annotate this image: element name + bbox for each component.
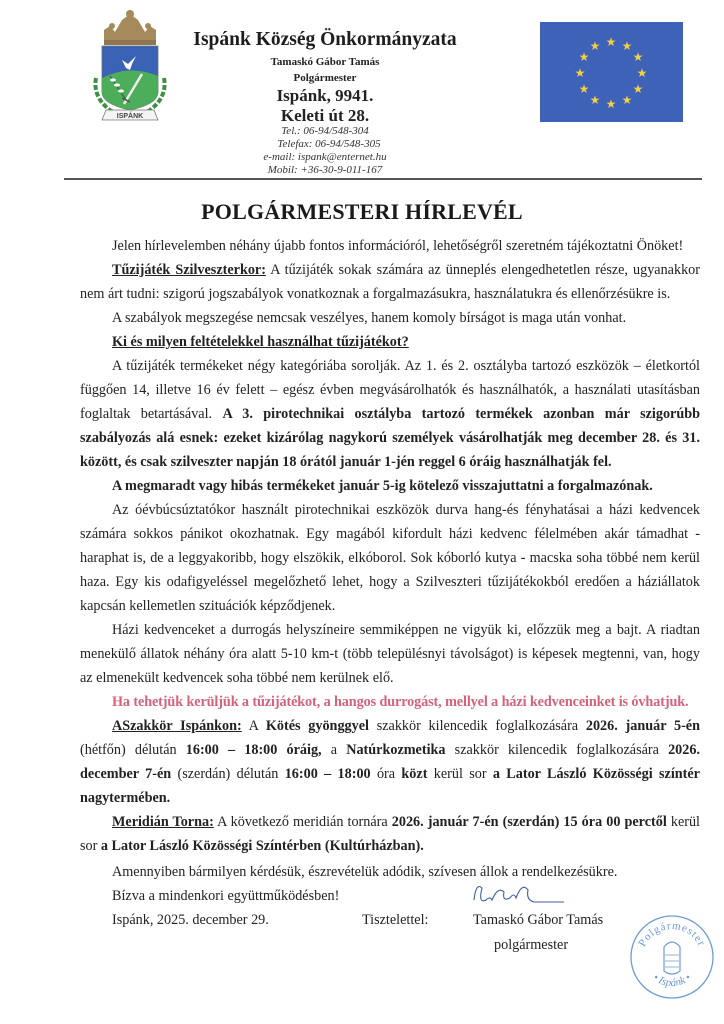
svg-text:★: ★ [574,66,586,80]
intro-paragraph: Jelen hírlevelemben néhány újabb fontos információról, lehetőségről szeretném tájékoztatni Önöket! [112,238,684,254]
workshop-paragraph [80,714,700,810]
street-address: Keleti út 28. [280,106,370,125]
mobile: Mobil: +36-30-9-011-167 [267,164,383,176]
fireworks-text: A tűzijáték sokak számára az ünneplés elengedhetetlen része, ugyanakkor nem árt tudni: szigorú jogszabályok vonatkoznak a forgalmazásukra, használatukra és ellenőrzésükre is. [80,262,700,302]
meridian-bold: a Lator László Közösségi Színtérben (Kultúrházban). [100,838,424,854]
workshop-bold: a Lator László Közösségi színtér nagytermében. [80,766,700,806]
categories-text: A tűzijáték termékeket négy kategóriába sorolják. Az 1. és 2. osztályba tartozó eszközök – életkortól függően 14, illetve 16 év felett – egész évben megvásárolhatók és használhatók, a használati utasításban foglaltak betartásával. [80,358,700,422]
workshop-text: kerül sor [427,766,493,782]
workshop-text: a [321,742,347,758]
svg-text:Polgármester: Polgármester [636,919,708,949]
workshop-text: szakkör kilencedik foglalkozására [368,718,586,734]
coat-of-arms-icon [82,4,178,124]
page-title: POLGÁRMESTERI HÍRLEVÉL [201,199,523,224]
svg-text:★: ★ [636,66,648,80]
warning-paragraph: A szabályok megszegése nemcsak veszélyes, hanem komoly bírságot is maga után vonhat. [112,310,627,326]
stamp-icon [628,913,716,1001]
header-divider [64,178,702,180]
workshop-text: A [241,718,266,734]
workshop-bold: 16:00 – 18:00 óráig, [185,742,322,758]
workshop-heading: ASzakkör Ispánkon: [112,718,242,734]
categories-paragraph [80,354,700,474]
email[interactable]: e-mail: ispank@enternet.hu [263,151,387,163]
svg-text:★: ★ [605,35,617,49]
fireworks-paragraph [80,258,700,306]
regards-label: Tisztelettel: [362,912,429,928]
workshop-bold: közt [401,766,428,782]
workshop-bold: 2026. január 5-én [585,718,700,734]
signer-name: Tamaskó Gábor Tamás [473,912,604,928]
telephone: Tel.: 06-94/548-304 [281,125,369,137]
svg-text:★: ★ [589,93,601,107]
trust-paragraph: Bízva a mindenkori együttműködésben! [112,888,340,904]
svg-text:• Ispánk •: • Ispánk • [650,971,694,990]
svg-text:★: ★ [632,82,644,96]
meridian-paragraph [80,810,700,858]
organization-name: Ispánk Község Önkormányzata [193,29,457,50]
pink-callout: Ha tehetjük kerüljük a tűzijátékot, a hangos durrogást, mellyel a házi kedvenceinket is óvhatjuk. [112,694,689,710]
eu-flag-icon [540,22,683,122]
workshop-bold: 16:00 – 18:00 [284,766,371,782]
workshop-text: szakkör kilencedik foglalkozására [445,742,669,758]
svg-text:★: ★ [621,39,633,53]
pets-paragraph: Az óévbúcsúztatókor használt pirotechnikai eszközök durva hang-és fényhatásai a házi kedvencek számára sokkos pánikot okozhatnak. Egy magából kifordult házi kedvenc félelmében akár támadhat - haraphat is, de a leggyakoribb, hogy elszökik, elkóborol. Sok kóborló kutya - macska soha többé nem kerül haza. Egy kis odafigyeléssel megelőzhető lehet, hogy a Szilveszteri tűzijátékokból eredően a háziállatok kapcsán kellemetlen szituációk képződjenek. [80,502,700,614]
usage-subheading [80,330,700,354]
svg-text:ISPÁNK: ISPÁNK [116,113,144,120]
workshop-text: (szerdán) délután [171,766,285,782]
telefax: Telefax: 06-94/548-305 [277,138,381,150]
svg-text:★: ★ [621,93,633,107]
pets-advice-paragraph: Házi kedvenceket a durrogás helyszíneire semmiképpen ne vigyük ki, előzzük meg a bajt. A riadtan menekülő állatok néhány óra alatt 5-10 km-t (több településnyi távolságot) is képesek megtenni, van, hogy az elmenekült kedvencek soha többé nem kerülnek elő. [80,622,700,686]
usage-subheading-text: Ki és milyen feltételekkel használhat tűzijátékot? [112,334,409,350]
svg-text:★: ★ [632,50,644,64]
signer-title: polgármester [494,937,569,953]
svg-text:★: ★ [605,97,617,111]
fireworks-heading: Tűzijáték Szilveszterkor: [112,262,266,278]
svg-text:★: ★ [578,82,590,96]
meridian-text: kerül sor [80,814,701,854]
city-zip: Ispánk, 9941. [276,86,374,105]
newsletter-body [80,234,700,908]
mayor-name: Tamaskó Gábor Tamás [270,56,380,68]
workshop-bold: Natúrkozmetika [346,742,446,758]
questions-paragraph: Amennyiben bármilyen kérdésük, észrevételük adódik, szívesen állok a rendelkezésükre. [112,864,618,880]
workshop-bold: 2026. december 7-én [80,742,700,782]
meridian-text: A következő meridián tornára [213,814,392,830]
signature-icon [468,878,568,910]
meridian-bold: 2026. január 7-én (szerdán) 15 óra 00 perctől [391,814,667,830]
mayor-title: Polgármester [293,72,357,84]
workshop-text: (hétfőn) délután [80,742,186,758]
place-date: Ispánk, 2025. december 29. [112,912,269,928]
svg-text:★: ★ [589,39,601,53]
class3-rules: A 3. pirotechnikai osztályba tartozó termékek azonban már szigorúbb szabályozás alá esnek: ezeket kizárólag nagykorú személyek vásárolhatják meg december 28. és 31. között, és csak szilveszter napján 18 órától január 1-jén reggel 6 óráig használhatják fel. [80,406,701,470]
return-paragraph: A megmaradt vagy hibás termékeket január 5-ig kötelező visszajuttatni a forgalmazónak. [112,478,653,494]
workshop-bold: Kötés gyönggyel [265,718,369,734]
meridian-heading: Meridián Torna: [112,814,214,830]
workshop-text: óra [370,766,402,782]
svg-text:★: ★ [578,50,590,64]
